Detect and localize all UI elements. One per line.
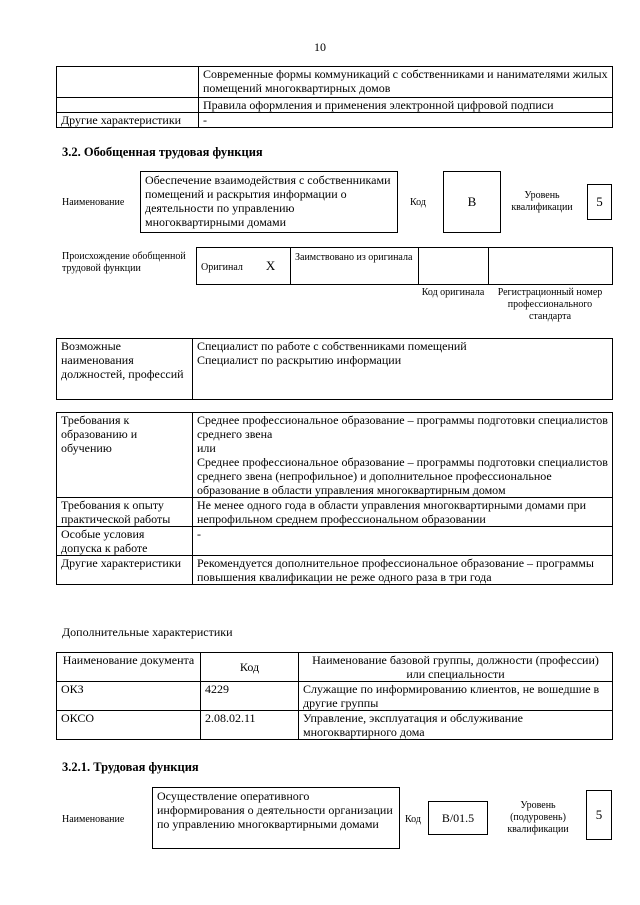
- positions-table: [56, 338, 613, 400]
- requirement-label: Другие характеристики: [57, 556, 193, 585]
- original-cell: [197, 248, 291, 285]
- name-label: Наименование: [62, 197, 125, 208]
- table-header-row: [57, 653, 613, 682]
- name-label: Наименование: [62, 814, 125, 825]
- function-name-box: Обеспечение взаимодействия с собственниками помещений и раскрытия информации о деятельности по управлению многоквартирными домами: [140, 171, 398, 233]
- table-cell: ОКСО: [57, 711, 201, 740]
- column-header: Наименование документа: [57, 653, 201, 682]
- column-header: Код: [201, 653, 299, 682]
- table-row: [57, 67, 613, 98]
- table-row: [57, 711, 613, 740]
- code-original-caption: Код оригинала: [421, 287, 485, 298]
- positions-values: [193, 339, 613, 400]
- original-mark: X: [265, 257, 276, 273]
- original-label: Оригинал: [201, 261, 243, 273]
- requirement-label: Требования к образованию и обучению: [57, 413, 193, 498]
- position-item: Специалист по раскрытию информации: [197, 353, 402, 367]
- code-label: Код: [405, 814, 421, 825]
- subsection-heading: 3.2.1. Трудовая функция: [62, 760, 199, 774]
- positions-label: Возможные наименования должностей, профессий: [57, 339, 193, 400]
- table-row: [57, 498, 613, 527]
- requirement-value: Рекомендуется дополнительное профессиональное образование – программы повышения квалификации не реже одного раза в три года: [193, 556, 613, 585]
- borrowed-label: Заимствовано из оригинала: [291, 248, 419, 285]
- requirement-value: [193, 413, 613, 498]
- table-cell-value: Современные формы коммуникаций с собственниками и нанимателями жилых помещений многоквартирных домов: [199, 67, 613, 98]
- additional-table: [56, 652, 613, 740]
- level-value-box: 5: [587, 184, 612, 220]
- table-cell: 4229: [201, 682, 299, 711]
- table-cell-label: Другие характеристики: [57, 113, 199, 128]
- table-row: [57, 682, 613, 711]
- origin-label: Происхождение обобщенной трудовой функции: [62, 251, 186, 274]
- table-row: [57, 413, 613, 498]
- table-cell: 2.08.02.11: [201, 711, 299, 740]
- table-cell-value: -: [199, 113, 613, 128]
- table-cell-value: Правила оформления и применения электронной цифровой подписи: [199, 98, 613, 113]
- code-value-box: B: [443, 171, 501, 233]
- function-name-box: Осуществление оперативного информирования о деятельности организации по управлению многоквартирными домами: [152, 787, 400, 849]
- section-heading: 3.2. Обобщенная трудовая функция: [62, 145, 263, 159]
- table-cell: ОКЗ: [57, 682, 201, 711]
- requirement-label: Требования к опыту практической работы: [57, 498, 193, 527]
- requirements-table: [56, 412, 613, 585]
- code-label: Код: [410, 197, 426, 208]
- additional-heading: Дополнительные характеристики: [62, 625, 233, 639]
- top-table: [56, 66, 613, 128]
- position-item: Специалист по работе с собственниками помещений: [197, 339, 467, 353]
- table-cell-label: [57, 98, 199, 113]
- requirement-line: Среднее профессиональное образование – программы подготовки специалистов среднего звена (непрофильное) и дополнительное профессиональное образование в области управления многоквартирным домом: [197, 455, 608, 497]
- column-header: Наименование базовой группы, должности (профессии) или специальности: [299, 653, 613, 682]
- table-cell: Служащие по информированию клиентов, не вошедшие в другие группы: [299, 682, 613, 711]
- level-label: Уровень квалификации: [511, 190, 573, 213]
- table-row: [57, 113, 613, 128]
- code-value-box: B/01.5: [428, 801, 488, 835]
- table-row: [57, 527, 613, 556]
- table-cell-label: [57, 67, 199, 98]
- requirement-value: Не менее одного года в области управления многоквартирными домами при непрофильном среднем профессиональном образовании: [193, 498, 613, 527]
- reg-number-caption: Регистрационный номер профессионального стандарта: [497, 287, 603, 322]
- level-label: Уровень (подуровень) квалификации: [507, 800, 569, 835]
- requirement-line: или: [197, 441, 216, 455]
- page-number: 10: [314, 40, 326, 54]
- level-value-box: 5: [586, 790, 612, 840]
- origin-table: [196, 247, 613, 285]
- requirement-label: Особые условия допуска к работе: [57, 527, 193, 556]
- reg-number-cell: [489, 248, 613, 285]
- table-cell: Управление, эксплуатация и обслуживание многоквартирного дома: [299, 711, 613, 740]
- requirement-value: -: [193, 527, 613, 556]
- table-row: [57, 556, 613, 585]
- requirement-line: Среднее профессиональное образование – программы подготовки специалистов среднего звена: [197, 413, 608, 441]
- table-row: [57, 98, 613, 113]
- code-original-cell: [419, 248, 489, 285]
